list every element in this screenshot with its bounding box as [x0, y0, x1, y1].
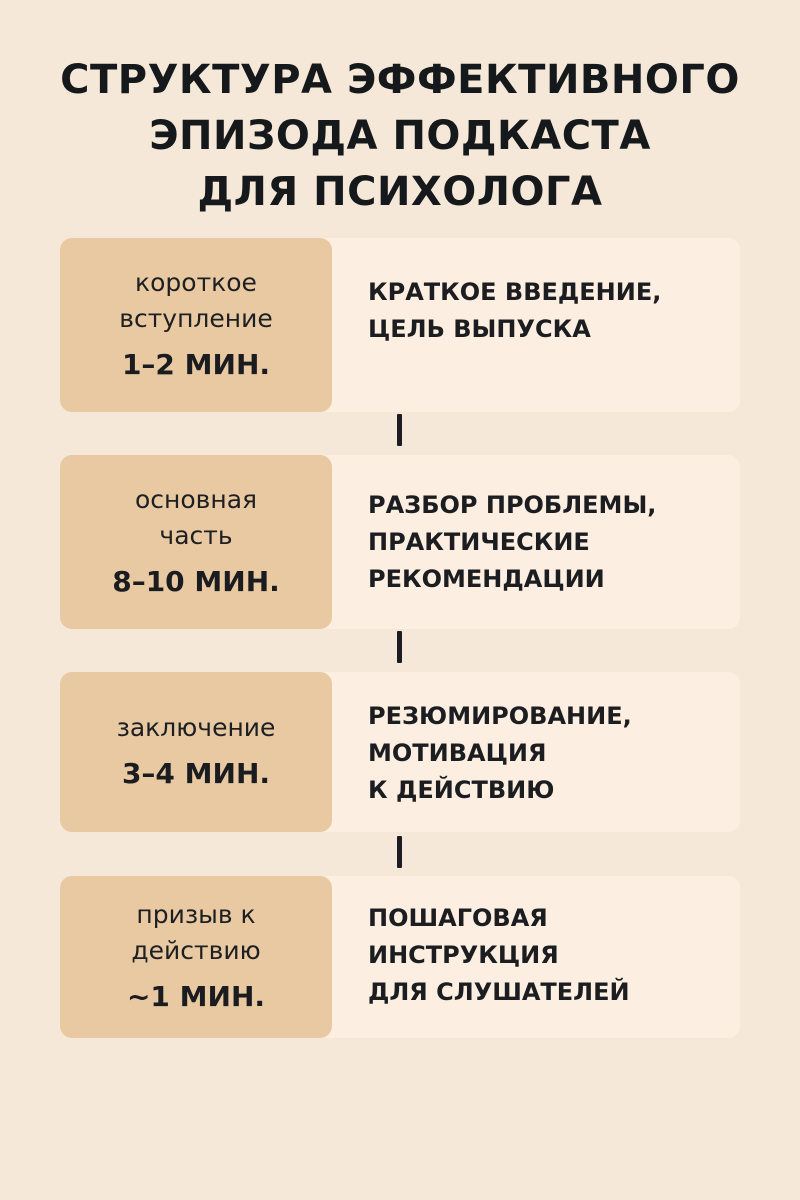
- step-phase-label: заключение: [116, 713, 276, 742]
- step-phase-label: призыв к действию: [131, 900, 261, 965]
- step-row-main: [60, 455, 740, 629]
- step-description-box: [318, 238, 740, 412]
- title-line: СТРУКТУРА ЭФФЕКТИВНОГО: [60, 57, 740, 103]
- step-duration: ~1 МИН.: [126, 980, 266, 1013]
- step-phase-label: короткое вступление: [119, 268, 273, 333]
- step-phase-box: [60, 672, 332, 832]
- step-description-box: [318, 455, 740, 629]
- step-connector: [397, 836, 402, 868]
- step-phase-box: [60, 876, 332, 1038]
- title-line: ЭПИЗОДА ПОДКАСТА: [149, 113, 651, 159]
- step-row-conclusion: [60, 672, 740, 832]
- step-duration: 1–2 МИН.: [121, 348, 271, 381]
- step-phase-box: [60, 455, 332, 629]
- step-description: РЕЗЮМИРОВАНИЕ, МОТИВАЦИЯ К ДЕЙСТВИЮ: [368, 702, 632, 804]
- title-line: ДЛЯ ПСИХОЛОГА: [197, 169, 603, 215]
- step-description: РАЗБОР ПРОБЛЕМЫ, ПРАКТИЧЕСКИЕ РЕКОМЕНДАЦИИ: [368, 491, 657, 593]
- step-duration: 8–10 МИН.: [112, 565, 280, 598]
- step-phase-box: [60, 238, 332, 412]
- step-description-box: [318, 876, 740, 1038]
- step-description: КРАТКОЕ ВВЕДЕНИЕ, ЦЕЛЬ ВЫПУСКА: [368, 278, 662, 343]
- step-duration: 3–4 МИН.: [121, 757, 271, 790]
- step-connector: [397, 414, 402, 446]
- step-description-box: [318, 672, 740, 832]
- page-title: [0, 52, 800, 220]
- step-description: ПОШАГОВАЯ ИНСТРУКЦИЯ ДЛЯ СЛУШАТЕЛЕЙ: [368, 904, 630, 1006]
- step-row-call-to-action: [60, 876, 740, 1038]
- step-phase-label: основная часть: [134, 485, 258, 550]
- step-row-intro: [60, 238, 740, 412]
- step-connector: [397, 631, 402, 663]
